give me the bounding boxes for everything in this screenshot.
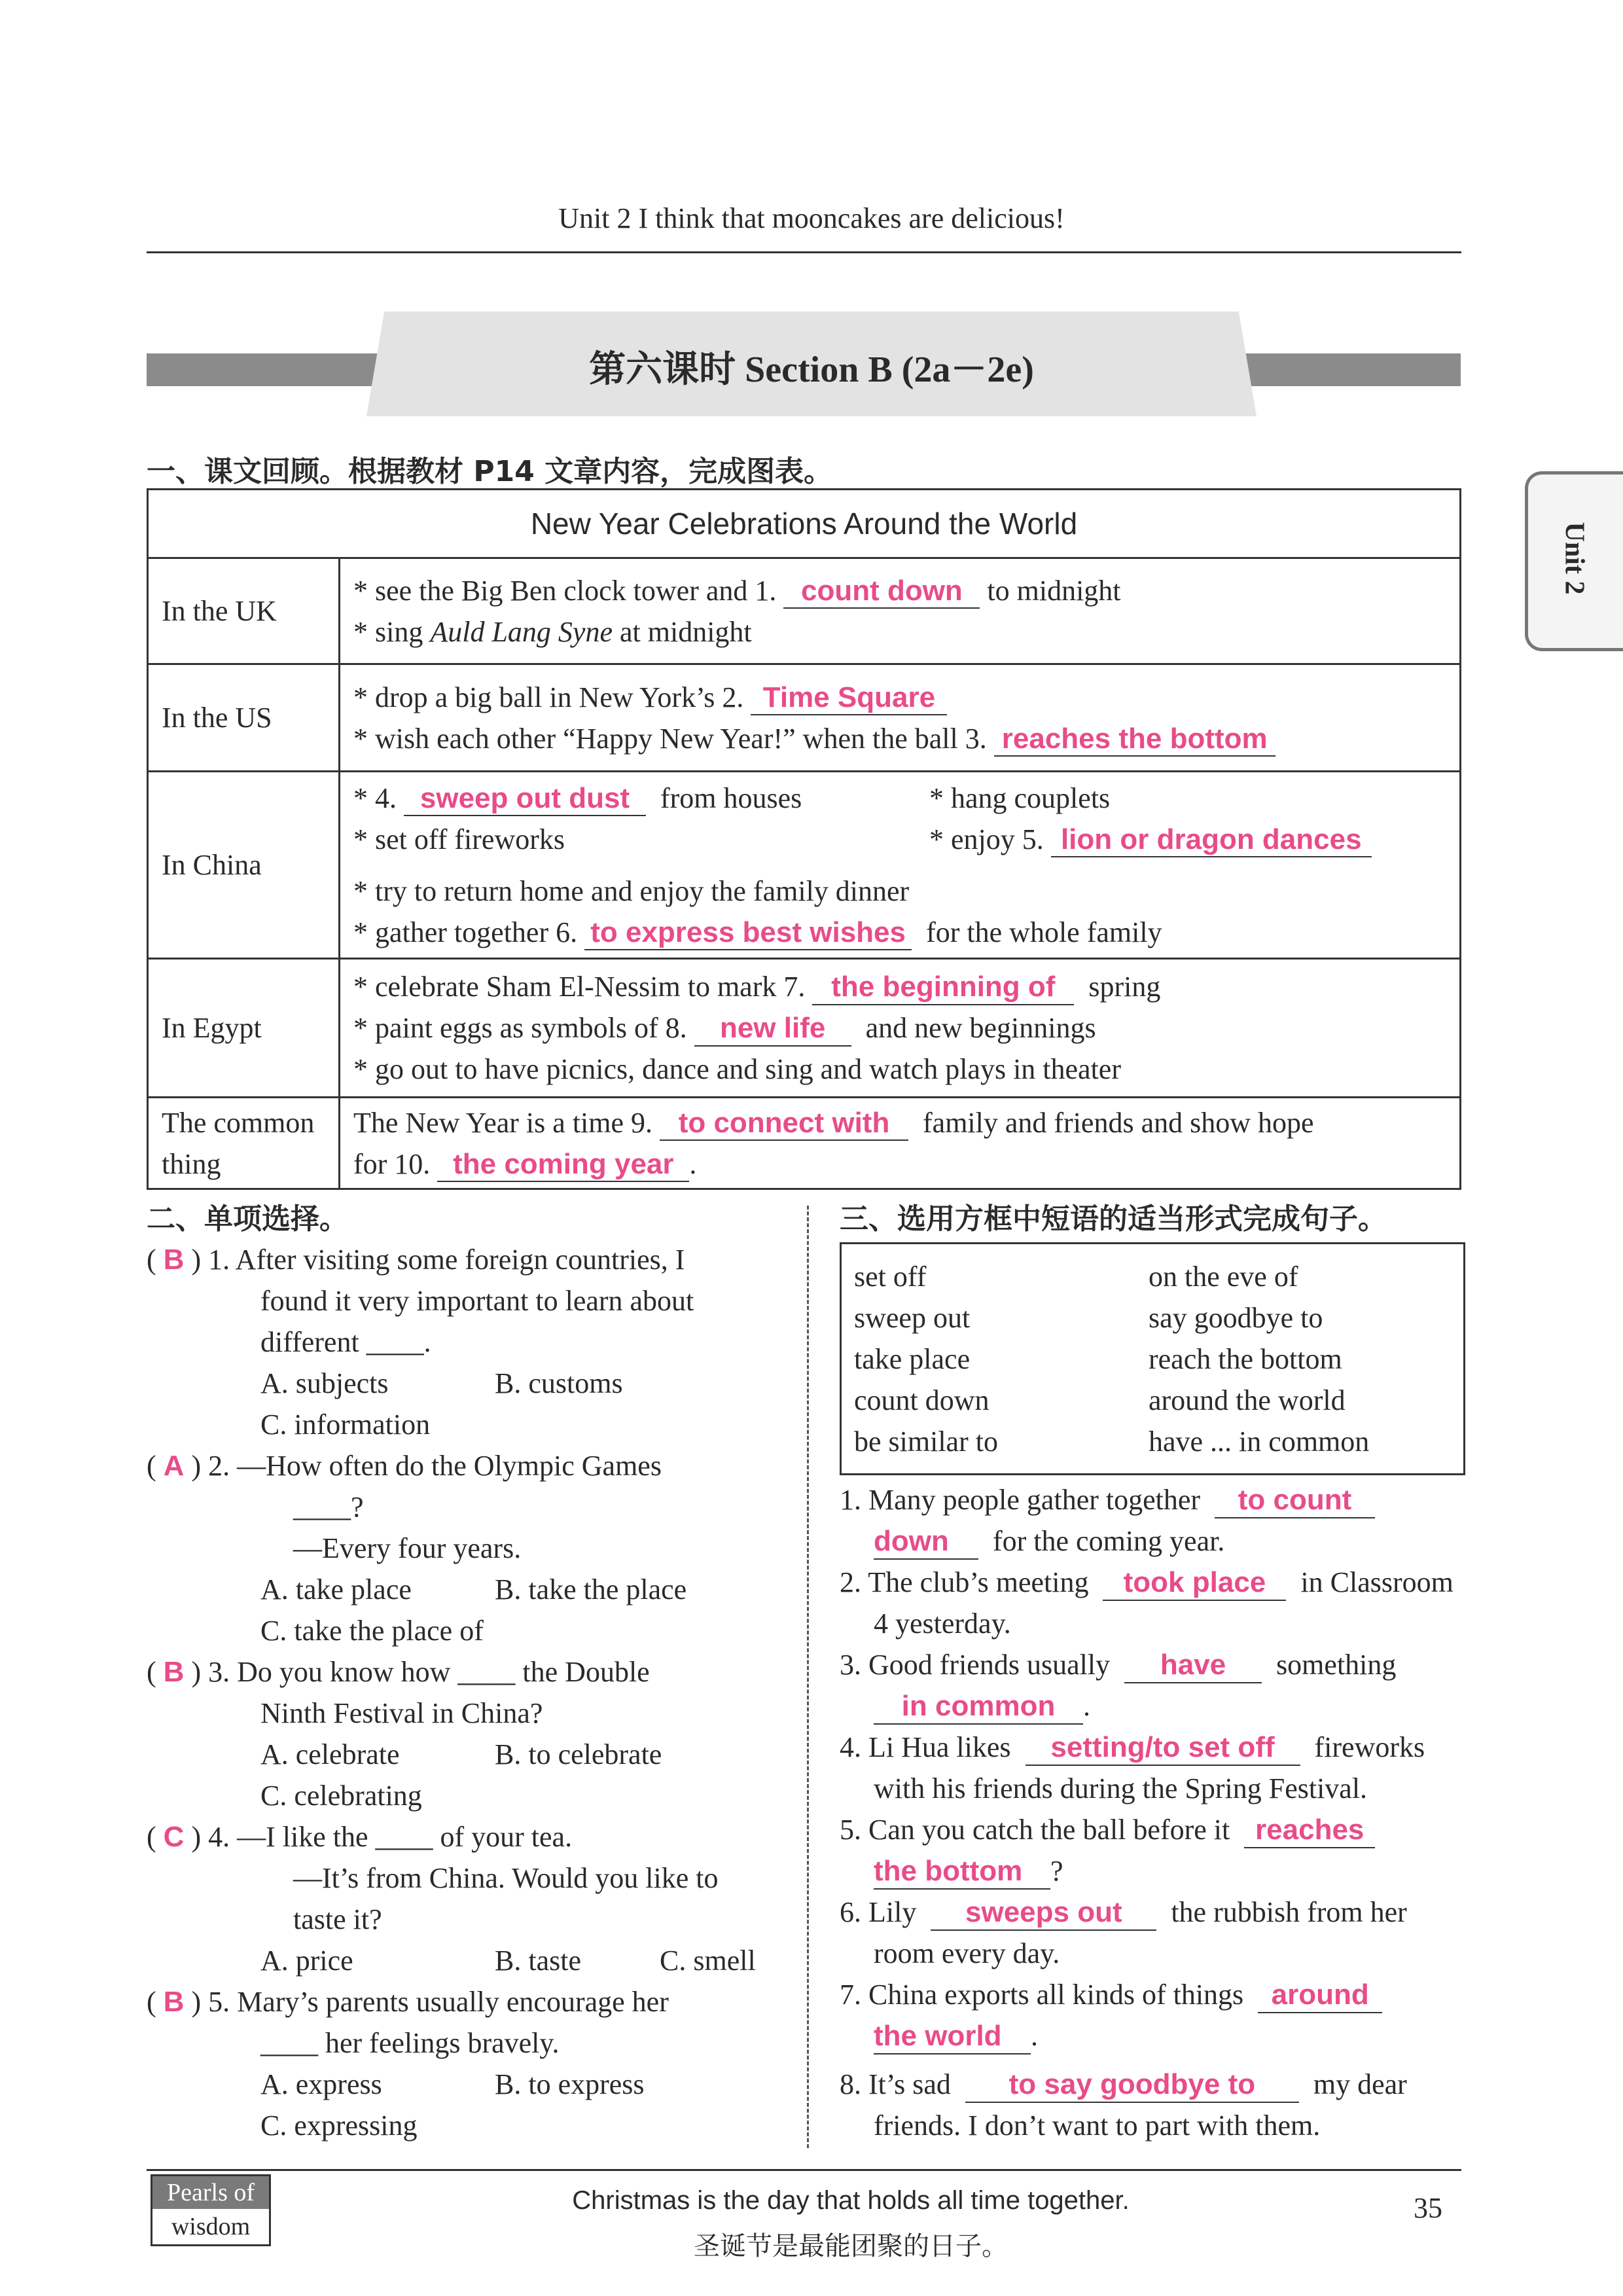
answer-1: count down — [800, 574, 963, 607]
row-label: In Egypt — [148, 959, 340, 1098]
answer: the world — [874, 2020, 1002, 2052]
answer-4: sweep out dust — [419, 781, 630, 814]
sentence-1-cont: down for the coming year. — [874, 1520, 1224, 1562]
option-c: C. smell — [660, 1945, 756, 1977]
option-b: B. taste — [495, 1945, 581, 1977]
answer-6: to express best wishes — [590, 916, 906, 948]
question-text: —Every four years. — [293, 1532, 522, 1564]
sentence-6: 6. Lily sweeps out the rubbish from her — [840, 1892, 1407, 1933]
part2-heading: 二、单项选择。 — [147, 1202, 348, 1236]
option-a: A. subjects — [260, 1367, 389, 1399]
sentence-8-cont: friends. I don’t want to part with them. — [874, 2109, 1321, 2142]
question-text: ____? — [293, 1491, 364, 1523]
quote-chinese: 圣诞节是最能团聚的日子。 — [694, 2231, 1008, 2261]
table-row — [148, 959, 1461, 1098]
part1-heading: 一、课文回顾。根据教材 P14 文章内容，完成图表。 — [147, 455, 833, 488]
banner-bar-left — [147, 353, 382, 386]
question-text: taste it? — [293, 1903, 382, 1935]
phrase: count down — [854, 1384, 990, 1416]
answer-9: to connect with — [678, 1106, 890, 1139]
phrase: sweep out — [854, 1302, 971, 1334]
answer: setting/to set off — [1050, 1731, 1275, 1763]
phrase: reach the bottom — [1149, 1343, 1342, 1375]
sentence-6-cont: room every day. — [874, 1937, 1060, 1969]
column-divider — [807, 1206, 809, 2148]
option-a: A. take place — [260, 1573, 412, 1605]
unit-tab-label: Unit 2 — [1558, 522, 1589, 594]
quote-english: Christmas is the day that holds all time together. — [572, 2186, 1130, 2215]
table-row — [148, 772, 1461, 959]
row-content: The New Year is a time 9. to connect with family and friends and show hope for 10. the coming year . — [340, 1098, 1461, 1189]
header-rule — [147, 251, 1461, 253]
phrase: have ... in common — [1149, 1426, 1370, 1458]
sentence-2: 2. The club’s meeting took place in Classroom — [840, 1562, 1454, 1603]
question-1: ( B ) 1. After visiting some foreign countries, I — [147, 1244, 685, 1276]
answer: reaches — [1255, 1814, 1364, 1846]
running-head: Unit 2 I think that mooncakes are delicious! — [558, 202, 1065, 234]
answer: have — [1160, 1649, 1226, 1681]
option-c: C. take the place of — [260, 1615, 484, 1647]
option-a: A. celebrate — [260, 1738, 400, 1770]
sentence-8: 8. It’s sad to say goodbye to my dear — [840, 2064, 1407, 2105]
sentence-5: 5. Can you catch the ball before it reaches — [840, 1809, 1375, 1850]
row-label: In the US — [148, 664, 340, 772]
answer: to say goodbye to — [1008, 2068, 1256, 2100]
row-label: The common thing — [148, 1098, 340, 1189]
option-b: B. to celebrate — [495, 1738, 662, 1770]
phrase: be similar to — [854, 1426, 998, 1458]
answer: took place — [1123, 1566, 1266, 1598]
sentence-1: 1. Many people gather together to count — [840, 1479, 1375, 1520]
answer-3: reaches the bottom — [1001, 722, 1268, 755]
question-5: ( B ) 5. Mary’s parents usually encourage her — [147, 1986, 669, 2018]
celebrations-table — [147, 488, 1461, 1190]
phrase: around the world — [1149, 1384, 1346, 1416]
answer-5: lion or dragon dances — [1060, 823, 1362, 855]
banner-bar-right — [1230, 353, 1461, 386]
phrase: set off — [854, 1261, 927, 1293]
sentence-7-cont: the world . — [874, 2015, 1038, 2056]
answer: down — [874, 1525, 949, 1557]
answer: sweeps out — [965, 1896, 1122, 1928]
row-content: * see the Big Ben clock tower and 1. count down to midnight * sing Auld Lang Syne at midnight — [340, 558, 1461, 664]
table-row — [148, 558, 1461, 664]
row-content: * celebrate Sham El-Nessim to mark 7. the beginning of spring * paint eggs as symbols of 8. new life and new beginnings * go out to have picnics, dance and sing and watch plays in theater — [340, 959, 1461, 1098]
sentence-4: 4. Li Hua likes setting/to set off fireworks — [840, 1727, 1425, 1768]
choice-answer: B — [163, 1986, 185, 2018]
wisdom-label: wisdom — [171, 2213, 251, 2240]
answer: around — [1271, 1979, 1369, 2011]
answer-2: Time Square — [762, 681, 936, 713]
table-title: New Year Celebrations Around the World — [148, 490, 1461, 558]
answer: in common — [901, 1690, 1056, 1722]
part3-heading: 三、选用方框中短语的适当形式完成句子。 — [840, 1202, 1387, 1236]
row-label: In China — [148, 772, 340, 959]
sentence-5-cont: the bottom ? — [874, 1850, 1063, 1892]
option-b: B. take the place — [495, 1573, 687, 1605]
question-4: ( C ) 4. —I like the ____ of your tea. — [147, 1821, 573, 1853]
sentence-3: 3. Good friends usually have something — [840, 1644, 1396, 1685]
footer-rule — [147, 2169, 1461, 2171]
table-row — [148, 1098, 1461, 1189]
answer: to count — [1238, 1484, 1352, 1516]
question-text: —It’s from China. Would you like to — [293, 1862, 719, 1894]
question-text: found it very important to learn about — [260, 1285, 694, 1317]
choice-answer: B — [163, 1656, 185, 1688]
question-3: ( B ) 3. Do you know how ____ the Double — [147, 1656, 650, 1688]
page-number: 35 — [1414, 2192, 1442, 2224]
table-row — [148, 664, 1461, 772]
question-2: ( A ) 2. —How often do the Olympic Games — [147, 1450, 662, 1482]
phrase: on the eve of — [1149, 1261, 1298, 1293]
option-b: B. to express — [495, 2068, 645, 2100]
sentence-2-cont: 4 yesterday. — [874, 1607, 1011, 1640]
option-c: C. information — [260, 1408, 431, 1441]
answer-10: the coming year — [453, 1147, 674, 1180]
sentence-3-cont: in common . — [874, 1685, 1090, 1727]
sentence-4-cont: with his friends during the Spring Festival. — [874, 1772, 1368, 1804]
answer: the bottom — [874, 1855, 1023, 1887]
question-text: different ____. — [260, 1326, 431, 1358]
choice-answer: C — [163, 1821, 185, 1853]
row-label: In the UK — [148, 558, 340, 664]
pearls-label: Pearls of — [152, 2176, 269, 2209]
sentence-7: 7. China exports all kinds of things around — [840, 1974, 1382, 2015]
answer-7: the beginning of — [831, 971, 1056, 1003]
choice-answer: B — [163, 1244, 185, 1276]
question-text: Ninth Festival in China? — [260, 1697, 543, 1729]
choice-answer: A — [163, 1450, 185, 1482]
phrase: say goodbye to — [1149, 1302, 1323, 1334]
option-c: C. expressing — [260, 2109, 418, 2142]
row-content: * 4. sweep out dust from houses * set off fireworks * hang couplets * enjoy 5. lion or dragon dances * try to return home and enjoy the family dinner * gather together 6. to express best wishes for the whole family — [340, 772, 1461, 959]
option-c: C. celebrating — [260, 1780, 422, 1812]
answer-8: new life — [719, 1012, 826, 1044]
option-b: B. customs — [495, 1367, 623, 1399]
section-title: 第六课时 Section B (2a－2e) — [589, 350, 1034, 390]
question-text: ____ her feelings bravely. — [260, 2027, 560, 2059]
option-a: A. express — [260, 2068, 382, 2100]
phrase: take place — [854, 1343, 971, 1375]
row-content: * drop a big ball in New York’s 2. Time Square * wish each other “Happy New Year!” when the ball 3. reaches the bottom — [340, 664, 1461, 772]
option-a: A. price — [260, 1945, 353, 1977]
